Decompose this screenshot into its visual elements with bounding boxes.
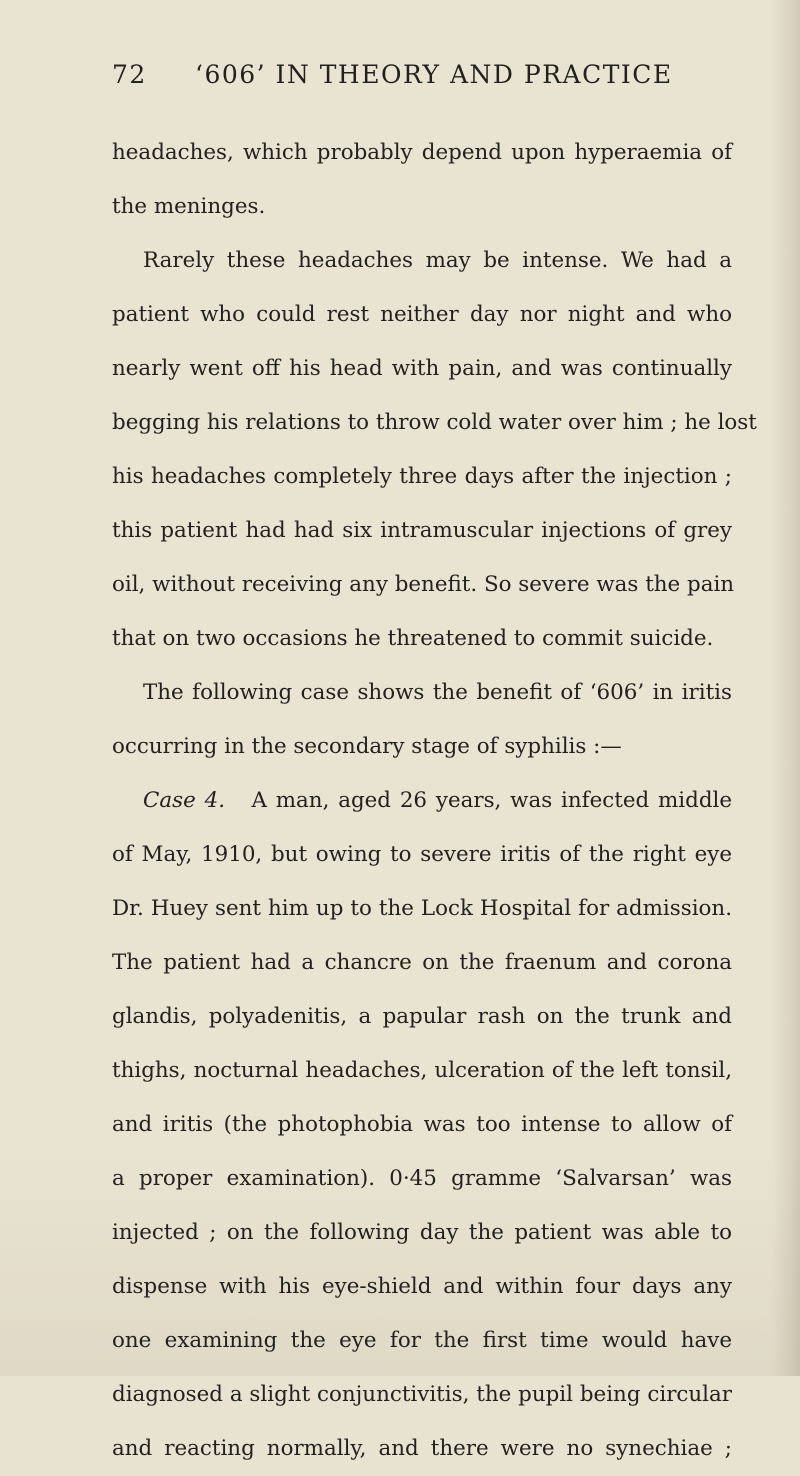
text-line: thighs, nocturnal headaches, ulceration of the left tonsil,: [112, 1058, 732, 1083]
text-line: begging his relations to throw cold water over him ; he lost: [112, 410, 757, 435]
text-line: Dr. Huey sent him up to the Lock Hospital for admission.: [112, 896, 732, 921]
text-line: injected ; on the following day the patient was able to: [112, 1220, 732, 1245]
text-line: that on two occasions he threatened to commit suicide.: [112, 626, 714, 651]
text-line: nearly went off his head with pain, and was continually: [112, 356, 732, 381]
paragraph-start-line: The following case shows the benefit of ‘606’ in iritis: [143, 680, 732, 705]
text-line: dispense with his eye-shield and within four days any: [112, 1274, 732, 1299]
text-line: oil, without receiving any benefit. So severe was the pain: [112, 572, 735, 597]
text-line: the meninges.: [112, 194, 266, 219]
text-line: of May, 1910, but owing to severe iritis of the right eye: [112, 842, 732, 867]
running-title: ‘606’ IN THEORY AND PRACTICE: [195, 60, 673, 89]
text-line: headaches, which probably depend upon hyperaemia of: [112, 140, 732, 165]
text-line: occurring in the secondary stage of syphilis :—: [112, 734, 622, 759]
text-line: a proper examination). 0·45 gramme ‘Salvarsan’ was: [112, 1166, 732, 1191]
text-line: his headaches completely three days after the injection ;: [112, 464, 732, 489]
text-line: one examining the eye for the first time would have: [112, 1328, 732, 1353]
case-label: Case 4.: [143, 788, 225, 813]
text-line: and iritis (the photophobia was too intense to allow of: [112, 1112, 732, 1137]
case-line-text: A man, aged 26 years, was infected middle: [251, 788, 733, 813]
text-line: and reacting normally, and there were no synechiae ;: [112, 1436, 732, 1461]
text-line: The patient had a chancre on the fraenum and corona: [112, 950, 732, 975]
paragraph-start-line: Rarely these headaches may be intense. We had a: [143, 248, 732, 273]
text-line: glandis, polyadenitis, a papular rash on the trunk and: [112, 1004, 732, 1029]
running-header: [112, 60, 732, 100]
text-line: this patient had had six intramuscular injections of grey: [112, 518, 732, 543]
text-line: diagnosed a slight conjunctivitis, the pupil being circular: [112, 1382, 732, 1407]
text-line: patient who could rest neither day nor night and who: [112, 302, 732, 327]
body-text: [112, 126, 757, 1476]
page-number: 72: [112, 60, 147, 89]
case-heading-line: [112, 774, 732, 828]
